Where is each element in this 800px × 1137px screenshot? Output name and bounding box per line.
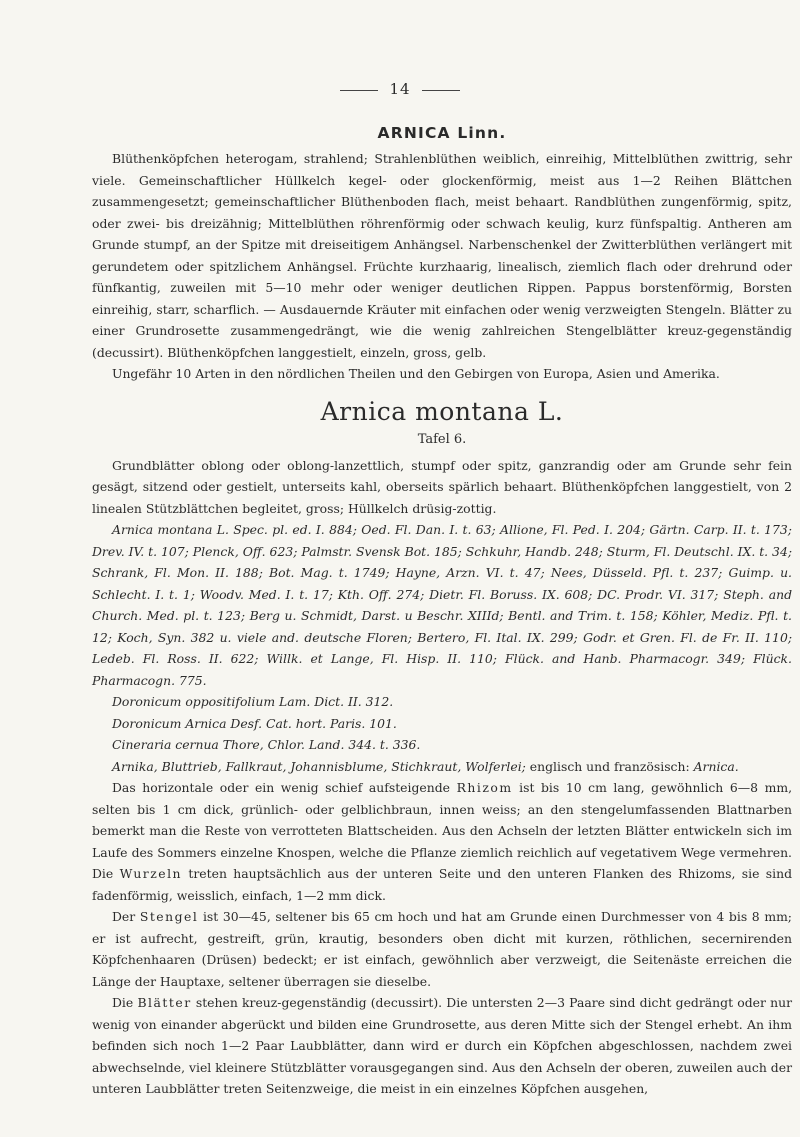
stem-text: ist 30—45, seltener bis 65 cm hoch und hat am Grunde einen Durchmesser von 4 bis 8 mm; er ist aufrecht, gestreift, grün, krautig, besonders oben dicht mit kurzen, röthlichen, secernirenden Köpfchenhaaren (Drüsen) bedeckt; er ist einfach, gewöhnlich aber verzweigt, die Seitenäste erreichen die Länge der Hauptaxe, seltener überragen sie dieselbe. <box>92 909 792 989</box>
roots-text: treten hauptsächlich aus der unteren Seite und den unteren Flanken des Rhizoms, sie sind fadenförmig, weisslich, einfach, 1—2 mm dick. <box>92 866 793 903</box>
species-diagnosis: Grundblätter oblong oder oblong-lanzettlich, stumpf oder spitz, ganzrandig oder am Grunde sehr fein gesägt, sitzend oder gestielt, unterseits kahl, oberseits spärlich behaart. Blüthenköpfchen langgestielt, von 2 linealen Stützblättchen begleitet, gross; Hüllkelch drüsig-zottig. <box>92 457 792 516</box>
genus-distribution: Ungefähr 10 Arten in den nördlichen Theilen und den Gebirgen von Europa, Asien und Amerika. <box>112 366 720 381</box>
leaves-paragraph <box>92 992 792 1100</box>
literature-main: Arnica montana L. Spec. pl. ed. I. 884; Oed. Fl. Dan. I. t. 63; Allione, Fl. Ped. I. 204; Gärtn. Carp. II. t. 173; Drev. IV. t. 107; Plenck, Off. 623; Palmstr. Svensk Bot. 185; Schkuhr, Handb. 248; Sturm, Fl. Deutschl. IX. t. 34; Schrank, Fl. Mon. II. 188; Bot. Mag. t. 1749; Hayne, Arzn. VI. t. 47; Nees, Düsseld. Pfl. t. 237; Guimp. u. Schlecht. I. t. 1; Woodv. Med. I. t. 17; Kth. Off. 274; Dietr. Fl. Boruss. IX. 608; DC. Prodr. VI. 317; Steph. and Church. Med. pl. t. 123; Berg u. Schmidt, Darst. u Beschr. XIIId; Bentl. and Trim. t. 158; Köhler, Mediz. Pfl. t. 12; Koch, Syn. 382 u. viele and. deutsche Floren; Bertero, Fl. Ital. IX. 299; Godr. et Gren. Fl. de Fr. II. 110; Ledeb. Fl. Ross. II. 622; Willk. et Lange, Fl. Hisp. II. 110; Flück. and Hanb. Pharmacogr. 349; Flück. Pharmacogn. 775. <box>92 522 792 688</box>
page-body <box>92 124 792 1100</box>
german-names: Arnika, Bluttrieb, Fallkraut, Johannisblume, Stichkraut, Wolferlei; <box>112 758 526 774</box>
species-title: Arnica montana L. <box>320 396 564 426</box>
genus-description: Blüthenköpfchen heterogam, strahlend; Strahlenblüthen weiblich, einreihig, Mittelblüthen zwittrig, sehr viele. Gemeinschaftlicher Hüllkelch kegel- oder glockenförmig, meist aus 1—2 Reihen Blättchen zusammengesetzt; gemeinschaftlicher Blüthenboden flach, meist behaart. Randblüthen zungenförmig, spitz, oder zwei- bis dreizähnig; Mittelblüthen röhrenförmig oder schwach keulig, kurz fünfspaltig. Antheren am Grunde stumpf, an der Spitze mit dreiseitigem Anhängsel. Narbenschenkel der Zwitterblüthen verlängert mit gerundetem oder spitzlichem Anhängsel. Früchte kurzhaarig, linealisch, ziemlich flach oder drehrund oder fünfkantig, zuweilen mit 5—10 mehr oder weniger deutlichen Rippen. Pappus borstenförmig, Borsten einreihig, starr, scharflich. — Ausdauernde Kräuter mit einfachen oder wenig verzweigten Stengeln. Blätter zu einer Grundrosette zusammengedrängt, wie die wenig zahlreichen Stengelblätter kreuz-gegenständig (decussirt). Blüthenköpfchen langgestielt, einzeln, gross, gelb. <box>92 151 792 360</box>
keyword-blaetter: Blätter <box>137 995 192 1010</box>
plate-reference: Tafel 6. <box>417 431 467 447</box>
leaves-lead: Die <box>112 995 138 1010</box>
foreign-name: Arnica. <box>693 758 739 774</box>
keyword-wurzeln: Wurzeln <box>119 866 183 881</box>
header-rule-left <box>340 90 378 91</box>
stem-paragraph <box>92 906 792 992</box>
keyword-rhizom: Rhizom <box>456 780 513 795</box>
page-number: 14 <box>389 80 411 98</box>
stem-lead: Der <box>112 909 140 924</box>
synonym-doronicum-oppositifolium: Doronicum oppositifolium Lam. Dict. II. 312. <box>112 694 394 709</box>
rhizome-paragraph <box>92 777 792 906</box>
common-names-connector: englisch und französisch: <box>525 758 694 774</box>
rhizome-lead: Das horizontale oder ein wenig schief aufsteigende <box>112 780 457 795</box>
synonym-doronicum-arnica: Doronicum Arnica Desf. Cat. hort. Paris. 101. <box>112 715 397 731</box>
leaves-text: stehen kreuz-gegenständig (decussirt). Die untersten 2—3 Paare sind dicht gedrängt oder nur wenig von einander abgerückt und bilden eine Grundrosette, aus deren Mitte sich der Stengel erhebt. An ihm befinden sich noch 1—2 Paar Laubblätter, dann wird er durch ein Köpfchen abgeschlossen, nachdem zwei abwechselnde, viel kleinere Stützblätter vorausgegangen sind. Aus den Achseln der oberen, zuweilen auch der unteren Laubblätter treten Seitenzweige, die meist in ein einzelnes Köpfchen ausgehen, <box>92 995 792 1096</box>
common-names <box>92 756 792 778</box>
synonym-cineraria-cernua: Cineraria cernua Thore, Chlor. Land. 344. t. 336. <box>112 737 421 752</box>
header-rule-right <box>422 90 460 91</box>
rhizome-text: ist bis 10 cm lang, gewöhnlich 6—8 mm, selten bis 1 cm dick, grünlich- oder gelblichbraun, innen weiss; an den stengelumfassenden Blattnarben bemerkt man die Reste von verrotteten Blattscheiden. Aus den Achseln der letzten Blätter entwickeln sich im Laufe des Sommers einzelne Knospen, welche die Pflanze ziemlich reichlich auf vegetativem Wege vermehren. Die <box>92 780 793 881</box>
genus-title: ARNICA Linn. <box>377 124 507 142</box>
keyword-stengel: Stengel <box>139 909 199 924</box>
page-header <box>0 80 800 98</box>
